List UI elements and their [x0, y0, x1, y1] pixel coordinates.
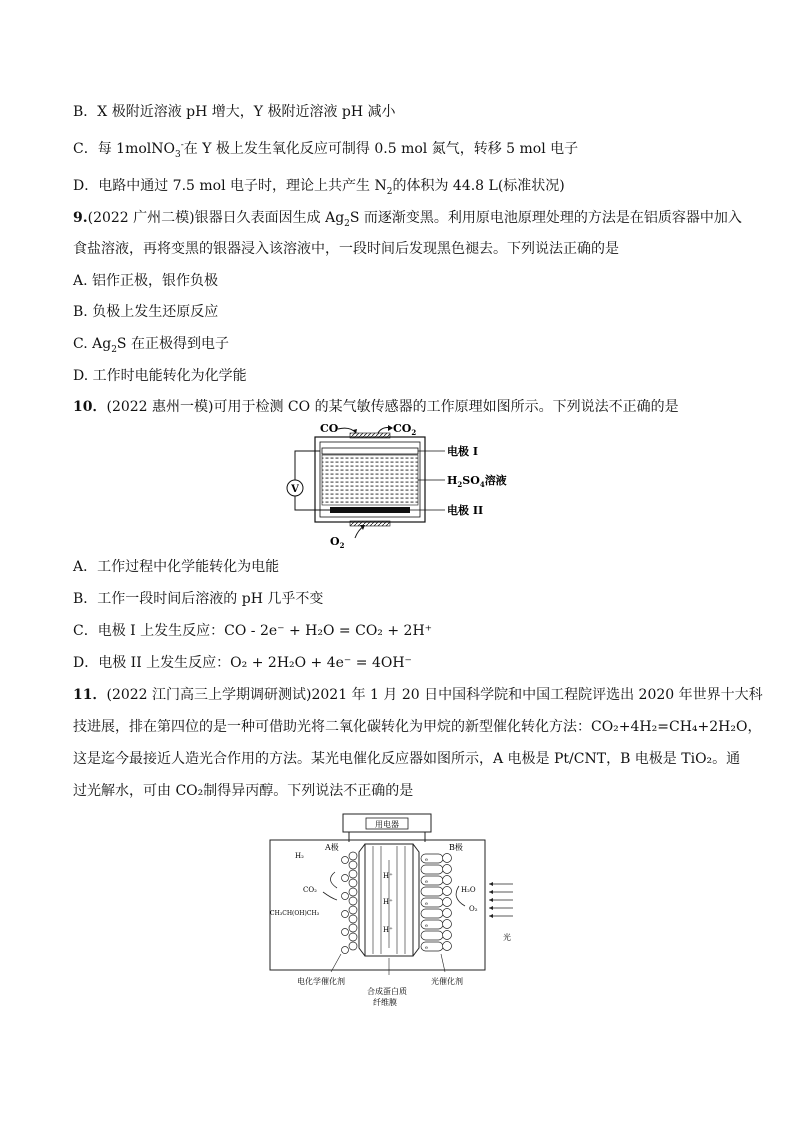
svg-text:e: e [425, 923, 428, 929]
q10-option-c: C．电极 I 上发生反应：CO - 2e⁻ + H₂O = CO₂ + 2H⁺ [73, 623, 433, 639]
q10-option-d: D．电极 II 上发生反应：O₂ + 2H₂O + 4e⁻ = 4OH⁻ [73, 655, 412, 671]
svg-text:H⁺: H⁺ [383, 898, 393, 906]
svg-text:V: V [291, 484, 299, 495]
svg-text:纤维膜: 纤维膜 [373, 998, 397, 1007]
svg-text:CO₂: CO₂ [303, 886, 317, 894]
q8-option-d: D．电路中通过 7.5 mol 电子时，理论上共产生 $N_2$的体积为 44.8 L(标准状况) [73, 178, 565, 197]
svg-text:e: e [425, 945, 428, 951]
svg-text:CO2: $CO_2$ [393, 422, 417, 437]
q8-option-c: C．每 1molNO$_3$-在 Y 极上发生氧化反应可制得 0.5 mol 氮气，转移 5 mol 电子 [73, 140, 579, 160]
svg-text:H⁺: H⁺ [383, 872, 393, 880]
q10-option-b: B．工作一段时间后溶液的 pH 几乎不变 [73, 591, 324, 607]
electrode-1 [322, 448, 418, 454]
q9-option-b: B. 负极上发生还原反应 [73, 304, 219, 320]
svg-text:用电器: 用电器 [375, 820, 399, 829]
q9-option-d: D. 工作时电能转化为化学能 [73, 368, 247, 384]
q11-stem-line2: 技进展，排在第四位的是一种可借助光将二氧化碳转化为甲烷的新型催化转化方法：CO₂+4H₂=CH₄+2H₂O， [73, 719, 762, 735]
svg-text:O2: $O_2$ [330, 535, 345, 550]
co-sensor-diagram [280, 420, 530, 552]
q11-stem-line3: 这是迄今最接近人造光合作用的方法。某光电催化反应器如图所示，A 电极是 Pt/CNT，B 电极是 TiO₂。通 [73, 751, 741, 767]
svg-text:e: e [425, 879, 428, 885]
electrochemical-catalyst [342, 852, 358, 954]
svg-text:光催化剂: 光催化剂 [431, 977, 463, 986]
svg-text:e: e [425, 901, 428, 907]
svg-text:e: e [425, 857, 428, 863]
svg-text:CH₃CH(OH)CH₃: CH₃CH(OH)CH₃ [270, 910, 320, 917]
svg-text:H₂: H₂ [295, 852, 304, 860]
svg-text:H₂O: H₂O [461, 886, 476, 894]
svg-text:B极: B极 [449, 843, 463, 852]
svg-text:H2SO4溶液: $H_2SO_4$溶液 [447, 474, 507, 489]
q11-stem-line1: 11．(2022 江门高三上学期调研测试)2021 年 1 月 20 日中国科学院和中国工程院评选出 2020 年世界十大科 [73, 687, 763, 703]
svg-text:电极 I: 电极 I [447, 445, 478, 458]
svg-text:合成蛋白质: 合成蛋白质 [367, 987, 407, 996]
q11-stem-line4: 过光解水，可由 CO₂制得异丙醇。下列说法不正确的是 [73, 783, 414, 799]
q10-stem: 10．(2022 惠州一模)可用于检测 CO 的某气敏传感器的工作原理如图所示。下列说法不正确的是 [73, 399, 679, 415]
svg-text:H⁺: H⁺ [383, 926, 393, 934]
q9-option-a: A. 铝作正极，银作负极 [73, 273, 219, 289]
q8-option-b: B．X 极附近溶液 pH 增大，Y 极附近溶液 pH 减小 [73, 104, 396, 120]
electrode-2 [330, 507, 410, 513]
q9-stem-line2: 食盐溶液，再将变黑的银器浸入该溶液中，一段时间后发现黑色褪去。下列说法正确的是 [73, 241, 619, 257]
svg-text:O₂: O₂ [469, 905, 478, 913]
svg-text:A极: A极 [325, 843, 339, 852]
electrolyte [322, 455, 418, 505]
q9-option-c: C. $Ag_2S$ 在正极得到电子 [73, 336, 229, 355]
q10-option-a: A．工作过程中化学能转化为电能 [73, 559, 280, 575]
svg-text:CO: CO [320, 422, 339, 435]
svg-text:光: 光 [503, 933, 511, 942]
svg-text:电化学催化剂: 电化学催化剂 [297, 977, 345, 986]
photoelectrochemical-reactor-diagram [265, 812, 535, 1017]
bottom-gas-port [350, 521, 390, 526]
q9-stem-line1: 9.(2022 广州二模)银器日久表面因生成 $Ag_2S$ 而逐渐变黑。利用原电池原理处理的方法是在铝质容器中加入 [73, 210, 742, 229]
svg-text:电极 II: 电极 II [447, 504, 484, 517]
